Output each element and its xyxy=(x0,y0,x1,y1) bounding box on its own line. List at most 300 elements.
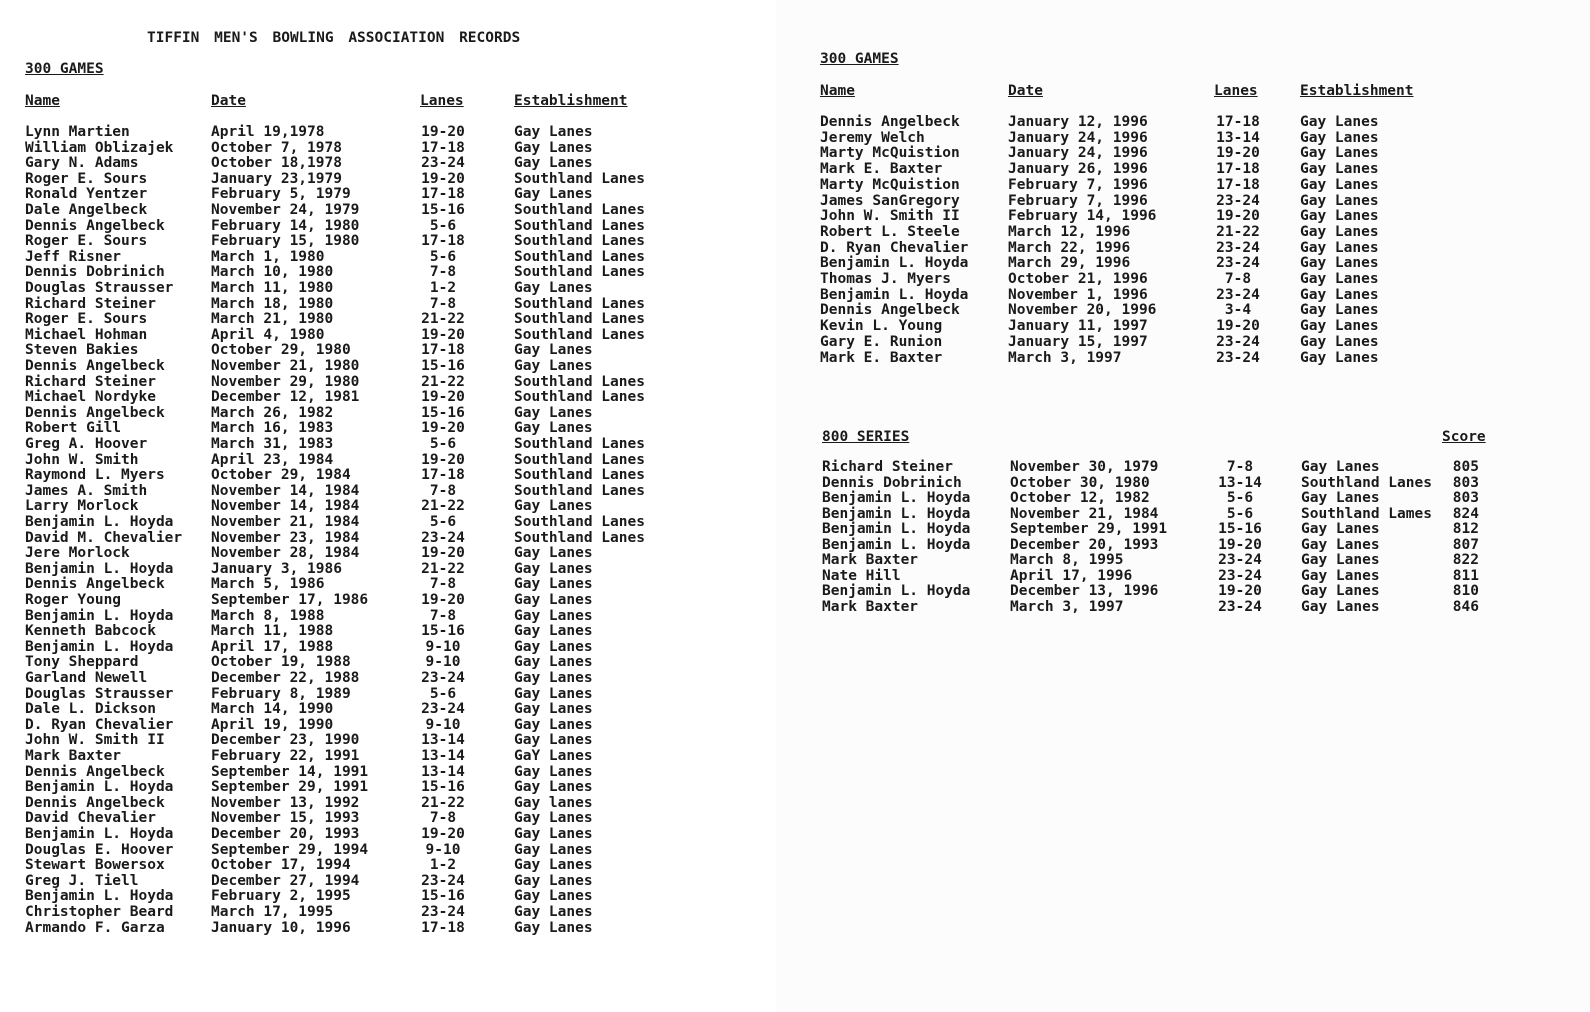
cell-date: September 17, 1986 xyxy=(211,592,369,608)
cell-name: Greg J. Tiell xyxy=(25,872,139,889)
cell-name: Dennis Angelbeck xyxy=(25,217,165,234)
cell-name: Dale Angelbeck xyxy=(25,202,148,218)
cell-date: September 29, 1994 xyxy=(211,841,369,858)
cell-date: October 30, 1980 xyxy=(1010,474,1150,491)
cell-name: Mark E. Baxter xyxy=(820,349,943,366)
cell-lanes: 5-6 xyxy=(1226,505,1254,522)
cell-date: March 3, 1997 xyxy=(1010,598,1124,615)
cell-establishment: Gay lanes xyxy=(514,794,593,811)
cell-date: November 20, 1996 xyxy=(1008,302,1157,319)
cell-lanes: 15-16 xyxy=(421,888,465,905)
cell-date: March 3, 1997 xyxy=(1008,349,1122,366)
cell-establishment: Gay Lanes xyxy=(1300,239,1379,256)
cell-date: November 14, 1984 xyxy=(211,482,360,499)
cell-establishment: Southland Lanes xyxy=(514,482,645,499)
cell-lanes: 13-14 xyxy=(421,763,465,780)
cell-lanes: 19-20 xyxy=(421,451,465,468)
cell-name: Benjamin L. Hoyda xyxy=(822,505,971,522)
cell-name: Garland Newell xyxy=(25,670,148,686)
cell-establishment: Gay Lanes xyxy=(514,670,593,686)
cell-lanes: 7-8 xyxy=(429,264,457,281)
cell-establishment: Gay Lanes xyxy=(514,155,593,172)
cell-establishment: Gay Lanes xyxy=(514,607,593,624)
cell-establishment: Gay Lanes xyxy=(514,888,593,905)
cell-establishment: Gay Lanes xyxy=(514,716,593,733)
cell-date: November 21, 1980 xyxy=(211,358,360,374)
cell-date: November 23, 1984 xyxy=(211,529,360,546)
cell-establishment: Gay Lanes xyxy=(1301,521,1380,537)
cell-date: March 16, 1983 xyxy=(211,420,334,437)
cell-establishment: Gay Lanes xyxy=(514,420,593,437)
cell-establishment: Gay Lanes xyxy=(1300,176,1379,193)
cell-date: April 17, 1996 xyxy=(1010,567,1133,584)
cell-date: February 14, 1980 xyxy=(211,217,360,234)
cell-name: John W. Smith II xyxy=(25,732,165,749)
cell-score: 812 xyxy=(1452,521,1479,537)
cell-date: March 22, 1996 xyxy=(1008,239,1131,256)
cell-date: February 2, 1995 xyxy=(211,888,351,905)
cell-name: Douglas E. Hoover xyxy=(25,841,174,858)
cell-lanes: 5-6 xyxy=(429,248,457,265)
cell-name: D. Ryan Chevalier xyxy=(25,716,174,733)
cell-establishment: Gay Lanes xyxy=(1300,333,1379,350)
cell-name: Benjamin L. Hoyda xyxy=(25,560,174,577)
header-lanes: Lanes xyxy=(1214,83,1258,99)
cell-lanes: 19-20 xyxy=(1218,536,1262,553)
cell-establishment: Gay Lanes xyxy=(514,186,593,203)
cell-lanes: 19-20 xyxy=(1218,583,1262,599)
cell-establishment: Southland Lanes xyxy=(514,170,645,187)
cell-date: November 29, 1980 xyxy=(211,373,360,390)
cell-establishment: Gay Lanes xyxy=(1301,459,1380,475)
cell-date: March 17, 1995 xyxy=(211,904,334,920)
cell-name: Christopher Beard xyxy=(25,904,174,920)
cell-establishment: GaY Lanes xyxy=(514,748,593,764)
cell-name: William Oblizajek xyxy=(25,139,174,156)
cell-lanes: 19-20 xyxy=(421,124,465,140)
cell-date: September 29, 1991 xyxy=(211,779,369,796)
cell-lanes: 9-10 xyxy=(425,841,461,858)
cell-name: D. Ryan Chevalier xyxy=(820,239,969,256)
cell-name: Richard Steiner xyxy=(25,295,156,312)
cell-establishment: Gay Lanes xyxy=(514,654,593,671)
document-title: TIFFIN MEN'S BOWLING ASSOCIATION RECORDS xyxy=(147,30,521,46)
cell-name: Richard Steiner xyxy=(822,459,953,475)
cell-establishment: Gay Lanes xyxy=(1301,536,1380,553)
cell-lanes: 15-16 xyxy=(421,202,465,218)
cell-date: April 19,1978 xyxy=(211,124,325,140)
cell-name: Dennis Angelbeck xyxy=(820,114,960,130)
cell-establishment: Southland Lanes xyxy=(514,467,645,484)
cell-establishment: Gay Lanes xyxy=(514,826,593,842)
header-name: Name xyxy=(25,93,60,109)
cell-lanes: 7-8 xyxy=(429,810,457,827)
cell-lanes: 1-2 xyxy=(429,857,457,874)
cell-lanes: 17-18 xyxy=(1216,161,1260,178)
cell-date: February 15, 1980 xyxy=(211,233,360,250)
cell-lanes: 7-8 xyxy=(1226,459,1254,475)
cell-date: March 12, 1996 xyxy=(1008,223,1131,240)
cell-date: January 12, 1996 xyxy=(1008,114,1148,130)
left-page xyxy=(0,0,775,1012)
cell-establishment: Gay Lanes xyxy=(1300,114,1379,130)
cell-date: March 31, 1983 xyxy=(211,436,334,452)
cell-name: Marty McQuistion xyxy=(820,176,960,193)
cell-establishment: Gay Lanes xyxy=(1300,161,1379,178)
cell-establishment: Southland Lanes xyxy=(514,264,645,281)
cell-lanes: 19-20 xyxy=(1216,208,1260,225)
cell-establishment: Gay Lanes xyxy=(514,841,593,858)
cell-establishment: Southland Lanes xyxy=(514,202,645,218)
section-title-800-series: 800 SERIES xyxy=(822,429,910,445)
cell-establishment: Southland Lanes xyxy=(514,529,645,546)
cell-lanes: 5-6 xyxy=(429,217,457,234)
cell-name: Larry Morlock xyxy=(25,498,139,515)
cell-date: April 4, 1980 xyxy=(211,326,325,343)
cell-name: Douglas Strausser xyxy=(25,280,174,296)
cell-date: February 5, 1979 xyxy=(211,186,351,203)
cell-lanes: 19-20 xyxy=(1216,318,1260,335)
cell-establishment: Gay Lanes xyxy=(514,576,593,593)
cell-lanes: 21-22 xyxy=(421,560,465,577)
cell-lanes: 17-18 xyxy=(421,139,465,156)
cell-lanes: 5-6 xyxy=(429,436,457,452)
cell-lanes: 13-14 xyxy=(1218,474,1262,491)
cell-score: 803 xyxy=(1452,490,1479,506)
cell-establishment: Southland Lames xyxy=(1301,505,1432,522)
cell-establishment: Gay Lanes xyxy=(514,872,593,889)
cell-lanes: 23-24 xyxy=(421,904,465,920)
cell-name: Dennis Angelbeck xyxy=(25,358,165,374)
header-score: Score xyxy=(1442,429,1486,445)
cell-establishment: Gay Lanes xyxy=(514,857,593,874)
cell-name: Kenneth Babcock xyxy=(25,623,156,640)
cell-name: Gary N. Adams xyxy=(25,155,139,172)
cell-lanes: 17-18 xyxy=(421,233,465,250)
cell-establishment: Gay Lanes xyxy=(514,545,593,562)
cell-establishment: Southland Lanes xyxy=(514,514,645,530)
cell-name: Jere Morlock xyxy=(25,545,130,562)
cell-name: Raymond L. Myers xyxy=(25,467,165,484)
cell-date: March 18, 1980 xyxy=(211,295,334,312)
cell-establishment: Gay Lanes xyxy=(514,779,593,796)
cell-name: Benjamin L. Hoyda xyxy=(822,583,971,599)
cell-establishment: Gay Lanes xyxy=(514,623,593,640)
cell-date: January 24, 1996 xyxy=(1008,145,1148,162)
cell-lanes: 21-22 xyxy=(421,373,465,390)
cell-establishment: Southland Lanes xyxy=(514,217,645,234)
cell-name: Mark Baxter xyxy=(822,552,919,568)
cell-date: November 1, 1996 xyxy=(1008,286,1148,303)
cell-lanes: 5-6 xyxy=(429,685,457,702)
cell-date: November 30, 1979 xyxy=(1010,459,1159,475)
cell-establishment: Gay Lanes xyxy=(514,701,593,718)
cell-establishment: Southland Lanes xyxy=(514,389,645,406)
cell-establishment: Gay Lanes xyxy=(1301,567,1380,584)
cell-lanes: 21-22 xyxy=(421,794,465,811)
cell-date: October 17, 1994 xyxy=(211,857,351,874)
cell-establishment: Gay Lanes xyxy=(514,498,593,515)
cell-name: Benjamin L. Hoyda xyxy=(822,521,971,537)
cell-establishment: Gay Lanes xyxy=(1300,255,1379,272)
cell-name: James A. Smith xyxy=(25,482,148,499)
cell-lanes: 13-14 xyxy=(1216,129,1260,146)
cell-establishment: Gay Lanes xyxy=(514,810,593,827)
cell-lanes: 13-14 xyxy=(421,732,465,749)
cell-date: October 7, 1978 xyxy=(211,139,342,156)
cell-lanes: 21-22 xyxy=(421,498,465,515)
cell-name: Benjamin L. Hoyda xyxy=(25,888,174,905)
cell-lanes: 21-22 xyxy=(1216,223,1260,240)
cell-establishment: Gay Lanes xyxy=(514,560,593,577)
cell-name: Jeff Risner xyxy=(25,248,122,265)
cell-date: February 22, 1991 xyxy=(211,748,360,764)
cell-score: 822 xyxy=(1452,552,1479,568)
cell-establishment: Gay Lanes xyxy=(514,592,593,608)
cell-lanes: 7-8 xyxy=(429,482,457,499)
cell-name: Douglas Strausser xyxy=(25,685,174,702)
cell-lanes: 19-20 xyxy=(421,389,465,406)
cell-date: November 24, 1979 xyxy=(211,202,360,218)
cell-date: February 7, 1996 xyxy=(1008,176,1148,193)
cell-name: Benjamin L. Hoyda xyxy=(25,514,174,530)
cell-name: Dennis Dobrinich xyxy=(25,264,165,281)
cell-lanes: 23-24 xyxy=(1218,567,1262,584)
cell-date: January 15, 1997 xyxy=(1008,333,1148,350)
cell-date: November 21, 1984 xyxy=(1010,505,1159,522)
cell-name: Robert L. Steele xyxy=(820,223,960,240)
games-section-right xyxy=(820,51,1560,381)
header-name: Name xyxy=(820,83,855,99)
cell-date: February 14, 1996 xyxy=(1008,208,1157,225)
cell-lanes: 23-24 xyxy=(421,670,465,686)
cell-date: October 29, 1984 xyxy=(211,467,351,484)
cell-establishment: Southland Lanes xyxy=(514,373,645,390)
cell-establishment: Gay Lanes xyxy=(1300,286,1379,303)
cell-establishment: Southland Lanes xyxy=(514,436,645,452)
cell-lanes: 19-20 xyxy=(421,170,465,187)
cell-lanes: 7-8 xyxy=(429,576,457,593)
header-lanes: Lanes xyxy=(420,93,464,109)
cell-name: Steven Bakies xyxy=(25,342,139,359)
cell-score: 811 xyxy=(1452,567,1479,584)
cell-name: Thomas J. Myers xyxy=(820,271,951,287)
cell-name: Jeremy Welch xyxy=(820,129,925,146)
cell-lanes: 19-20 xyxy=(421,420,465,437)
cell-lanes: 23-24 xyxy=(421,701,465,718)
cell-date: December 12, 1981 xyxy=(211,389,360,406)
cell-date: March 11, 1988 xyxy=(211,623,334,640)
cell-lanes: 5-6 xyxy=(429,514,457,530)
cell-name: Marty McQuistion xyxy=(820,145,960,162)
cell-score: 803 xyxy=(1452,474,1479,491)
cell-lanes: 23-24 xyxy=(1216,333,1260,350)
cell-name: Roger E. Sours xyxy=(25,170,148,187)
cell-establishment: Gay Lanes xyxy=(514,685,593,702)
cell-establishment: Southland Lanes xyxy=(514,451,645,468)
cell-date: November 13, 1992 xyxy=(211,794,360,811)
cell-lanes: 19-20 xyxy=(421,326,465,343)
cell-establishment: Southland Lanes xyxy=(514,295,645,312)
cell-lanes: 23-24 xyxy=(1216,349,1260,366)
cell-lanes: 9-10 xyxy=(425,716,461,733)
cell-lanes: 23-24 xyxy=(1216,192,1260,209)
header-date: Date xyxy=(211,93,246,109)
cell-lanes: 23-24 xyxy=(421,155,465,172)
cell-name: Mark Baxter xyxy=(822,598,919,615)
cell-date: November 14, 1984 xyxy=(211,498,360,515)
cell-score: 810 xyxy=(1452,583,1479,599)
cell-lanes: 19-20 xyxy=(421,826,465,842)
cell-name: Mark Baxter xyxy=(25,748,122,764)
cell-date: October 19, 1988 xyxy=(211,654,351,671)
cell-lanes: 7-8 xyxy=(1224,271,1252,287)
cell-lanes: 15-16 xyxy=(421,404,465,421)
cell-lanes: 13-14 xyxy=(421,748,465,764)
header-establishment: Establishment xyxy=(514,93,628,109)
cell-establishment: Gay Lanes xyxy=(514,904,593,920)
cell-name: Stewart Bowersox xyxy=(25,857,165,874)
cell-name: Tony Sheppard xyxy=(25,654,139,671)
cell-name: Robert Gill xyxy=(25,420,122,437)
cell-lanes: 19-20 xyxy=(1216,145,1260,162)
cell-lanes: 23-24 xyxy=(1216,286,1260,303)
cell-date: February 8, 1989 xyxy=(211,685,351,702)
cell-date: March 10, 1980 xyxy=(211,264,334,281)
cell-establishment: Southland Lanes xyxy=(514,248,645,265)
cell-name: Benjamin L. Hoyda xyxy=(820,255,969,272)
cell-establishment: Gay Lanes xyxy=(514,763,593,780)
cell-name: Greg A. Hoover xyxy=(25,436,148,452)
section-title-300-games-cont: 300 GAMES xyxy=(820,51,899,67)
cell-score: 805 xyxy=(1452,459,1479,475)
cell-date: January 3, 1986 xyxy=(211,560,342,577)
cell-name: Richard Steiner xyxy=(25,373,156,390)
cell-lanes: 9-10 xyxy=(425,638,461,655)
cell-date: March 14, 1990 xyxy=(211,701,334,718)
cell-establishment: Gay Lanes xyxy=(1301,583,1380,599)
cell-name: Benjamin L. Hoyda xyxy=(820,286,969,303)
cell-date: December 20, 1993 xyxy=(1010,536,1159,553)
cell-lanes: 17-18 xyxy=(1216,114,1260,130)
cell-establishment: Gay Lanes xyxy=(1300,192,1379,209)
cell-date: December 27, 1994 xyxy=(211,872,360,889)
cell-establishment: Southland Lanes xyxy=(514,311,645,328)
cell-lanes: 17-18 xyxy=(421,919,465,936)
cell-date: March 21, 1980 xyxy=(211,311,334,328)
cell-name: Dennis Angelbeck xyxy=(820,302,960,319)
cell-name: Benjamin L. Hoyda xyxy=(25,607,174,624)
cell-name: Lynn Martien xyxy=(25,124,130,140)
cell-establishment: Southland Lanes xyxy=(514,326,645,343)
cell-lanes: 3-4 xyxy=(1224,302,1252,319)
cell-name: Dennis Angelbeck xyxy=(25,404,165,421)
cell-establishment: Gay Lanes xyxy=(1301,552,1380,568)
cell-score: 807 xyxy=(1452,536,1479,553)
series-section xyxy=(822,429,1562,629)
cell-establishment: Gay Lanes xyxy=(514,280,593,296)
cell-establishment: Gay Lanes xyxy=(1300,208,1379,225)
cell-establishment: Gay Lanes xyxy=(514,124,593,140)
cell-lanes: 7-8 xyxy=(429,295,457,312)
cell-date: March 29, 1996 xyxy=(1008,255,1131,272)
cell-establishment: Gay Lanes xyxy=(514,342,593,359)
cell-establishment: Gay Lanes xyxy=(514,139,593,156)
cell-date: April 19, 1990 xyxy=(211,716,334,733)
cell-date: March 11, 1980 xyxy=(211,280,334,296)
games-section-left xyxy=(25,61,765,961)
cell-date: September 14, 1991 xyxy=(211,763,369,780)
cell-name: Benjamin L. Hoyda xyxy=(822,490,971,506)
cell-establishment: Gay Lanes xyxy=(1301,598,1380,615)
cell-lanes: 15-16 xyxy=(421,623,465,640)
cell-establishment: Gay Lanes xyxy=(1300,318,1379,335)
cell-lanes: 19-20 xyxy=(421,545,465,562)
cell-date: October 12, 1982 xyxy=(1010,490,1150,506)
cell-date: April 23, 1984 xyxy=(211,451,334,468)
cell-establishment: Gay Lanes xyxy=(514,732,593,749)
cell-name: Dennis Angelbeck xyxy=(25,576,165,593)
cell-name: Benjamin L. Hoyda xyxy=(25,779,174,796)
cell-name: James SanGregory xyxy=(820,192,960,209)
cell-lanes: 21-22 xyxy=(421,311,465,328)
cell-date: November 28, 1984 xyxy=(211,545,360,562)
cell-name: Benjamin L. Hoyda xyxy=(25,826,174,842)
cell-name: Kevin L. Young xyxy=(820,318,943,335)
cell-lanes: 17-18 xyxy=(421,186,465,203)
cell-establishment: Gay Lanes xyxy=(514,919,593,936)
cell-date: March 5, 1986 xyxy=(211,576,325,593)
cell-establishment: Gay Lanes xyxy=(1300,271,1379,287)
cell-date: November 15, 1993 xyxy=(211,810,360,827)
cell-name: Roger Young xyxy=(25,592,122,608)
cell-lanes: 17-18 xyxy=(1216,176,1260,193)
cell-establishment: Gay Lanes xyxy=(1300,349,1379,366)
cell-date: October 21, 1996 xyxy=(1008,271,1148,287)
cell-establishment: Gay Lanes xyxy=(1300,302,1379,319)
cell-score: 846 xyxy=(1452,598,1479,615)
cell-date: January 23,1979 xyxy=(211,170,342,187)
cell-name: Nate Hill xyxy=(822,567,901,584)
cell-name: Dale L. Dickson xyxy=(25,701,156,718)
cell-date: October 18,1978 xyxy=(211,155,342,172)
header-date: Date xyxy=(1008,83,1043,99)
cell-name: Dennis Angelbeck xyxy=(25,794,165,811)
cell-lanes: 23-24 xyxy=(1218,598,1262,615)
cell-date: December 20, 1993 xyxy=(211,826,360,842)
cell-name: Ronald Yentzer xyxy=(25,186,148,203)
cell-name: Michael Hohman xyxy=(25,326,148,343)
cell-name: Gary E. Runion xyxy=(820,333,943,350)
cell-lanes: 9-10 xyxy=(425,654,461,671)
cell-date: January 24, 1996 xyxy=(1008,129,1148,146)
cell-lanes: 23-24 xyxy=(1216,239,1260,256)
cell-date: January 11, 1997 xyxy=(1008,318,1148,335)
cell-lanes: 17-18 xyxy=(421,342,465,359)
cell-establishment: Gay Lanes xyxy=(1300,145,1379,162)
cell-establishment: Gay Lanes xyxy=(1300,129,1379,146)
cell-score: 824 xyxy=(1452,505,1479,522)
cell-name: Benjamin L. Hoyda xyxy=(822,536,971,553)
header-establishment: Establishment xyxy=(1300,83,1414,99)
right-page xyxy=(776,0,1590,1012)
cell-date: February 7, 1996 xyxy=(1008,192,1148,209)
section-title-300-games: 300 GAMES xyxy=(25,61,104,77)
cell-date: January 26, 1996 xyxy=(1008,161,1148,178)
cell-date: March 8, 1995 xyxy=(1010,552,1124,568)
cell-lanes: 15-16 xyxy=(421,358,465,374)
cell-lanes: 23-24 xyxy=(421,872,465,889)
